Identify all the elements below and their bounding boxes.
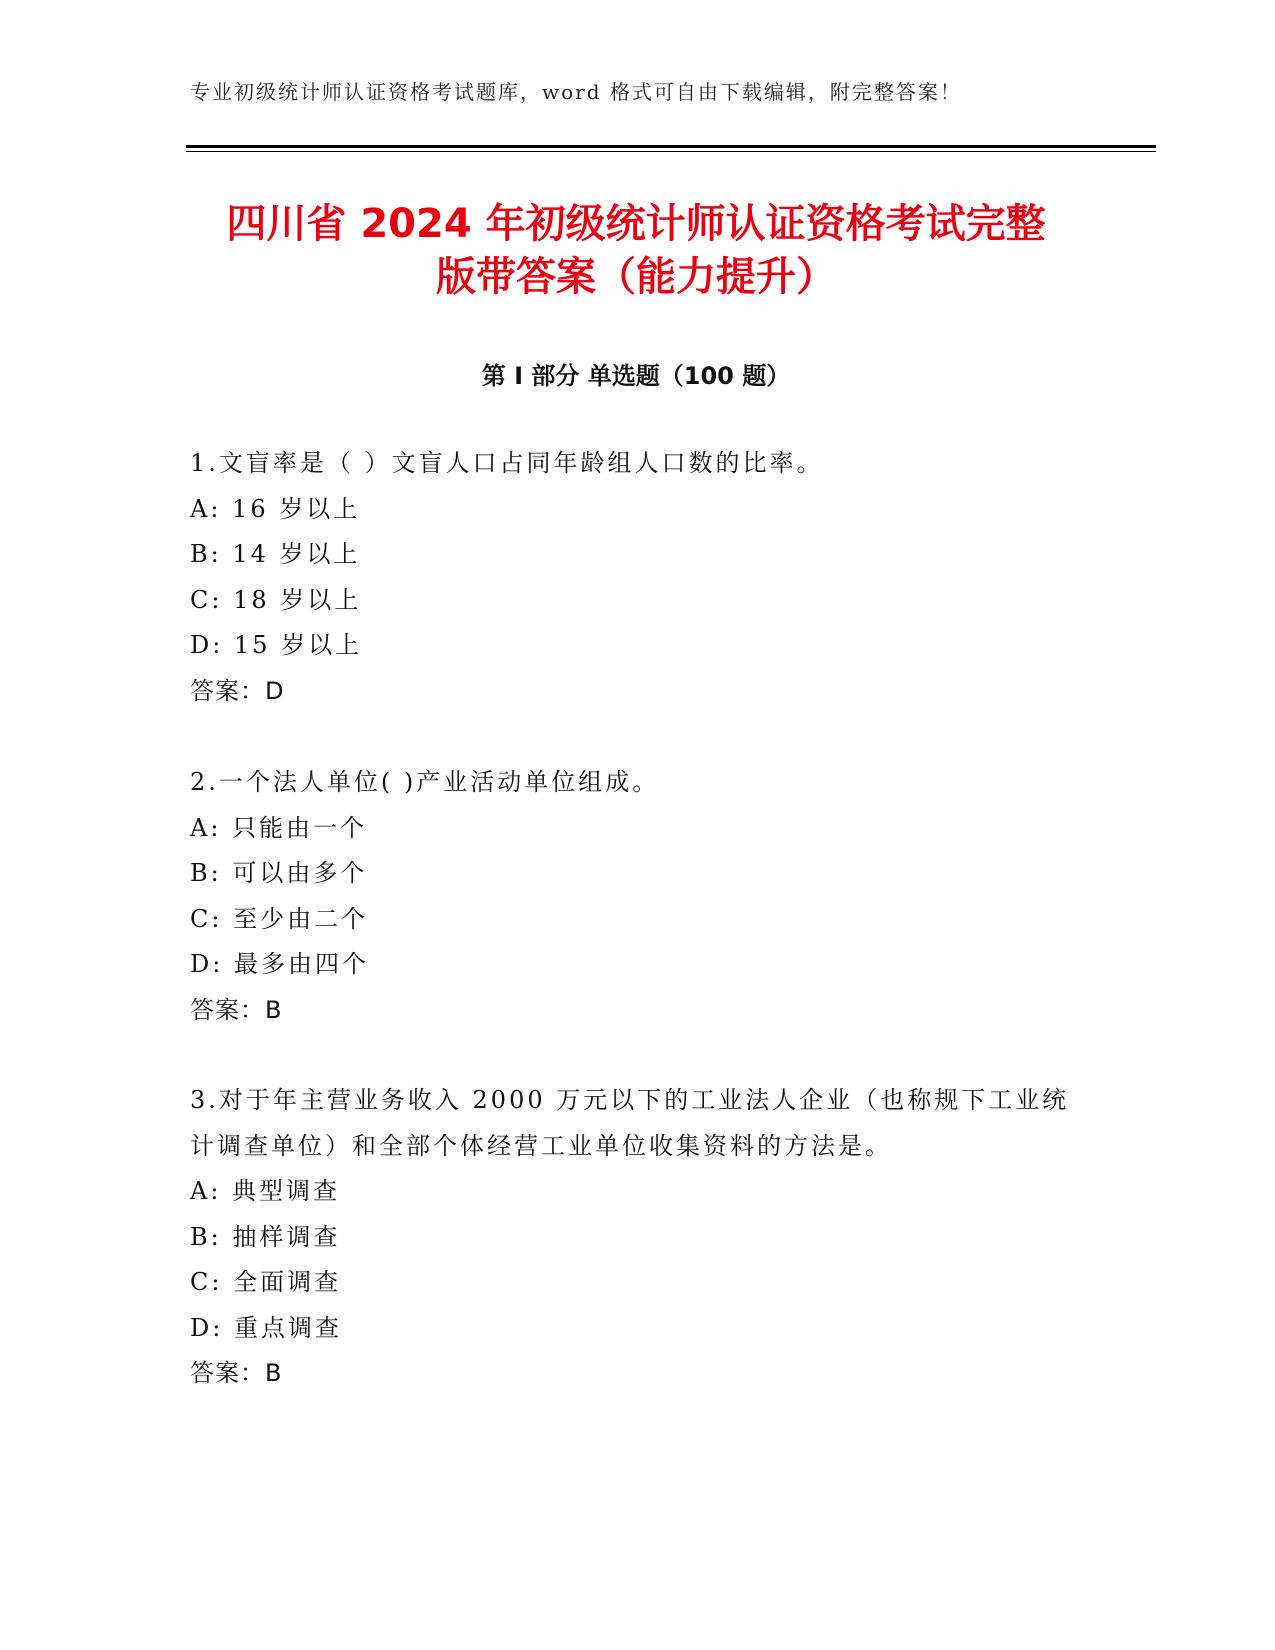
header-rule-thick	[186, 145, 1156, 148]
option-d: D: 最多由四个	[190, 950, 369, 978]
answer: 答案：D	[190, 676, 285, 705]
option-b: B: 可以由多个	[190, 859, 368, 887]
question-stem: 2.一个法人单位( )产业活动单位组成。	[190, 768, 660, 796]
header-rule-thin	[186, 151, 1156, 152]
option-b: B: 抽样调查	[190, 1222, 341, 1251]
section-heading: 第 I 部分 单选题（100 题）	[481, 362, 791, 390]
answer: 答案：B	[190, 995, 283, 1024]
option-d: D: 15 岁以上	[190, 631, 363, 659]
question-stem: 3.对于年主营业务收入 2000 万元以下的工业法人企业（也称规下工业统计调查单位）和全部个体经营工业单位收集资料的方法是。	[190, 1086, 1070, 1160]
option-a: A: 典型调查	[190, 1177, 341, 1205]
option-c: C: 18 岁以上	[190, 585, 362, 614]
option-c: C: 全面调查	[190, 1268, 342, 1296]
title-line-1: 四川省 2024 年初级统计师认证资格考试完整	[226, 201, 1046, 247]
header-note: 专业初级统计师认证资格考试题库，word 格式可自由下载编辑，附完整答案！	[190, 80, 962, 104]
question-3	[190, 1078, 1090, 1397]
option-d: D: 重点调查	[190, 1313, 342, 1342]
title-line-2: 版带答案（能力提升）	[436, 254, 836, 300]
answer: 答案：B	[190, 1359, 283, 1387]
question-1	[190, 441, 1090, 714]
option-a: A: 16 岁以上	[190, 494, 361, 523]
option-a: A: 只能由一个	[190, 813, 368, 842]
document-title	[186, 198, 1086, 304]
question-stem: 1.文盲率是（ ）文盲人口占同年龄组人口数的比率。	[190, 449, 824, 477]
option-b: B: 14 岁以上	[190, 540, 361, 568]
option-c: C: 至少由二个	[190, 904, 369, 933]
question-2	[190, 760, 1090, 1033]
